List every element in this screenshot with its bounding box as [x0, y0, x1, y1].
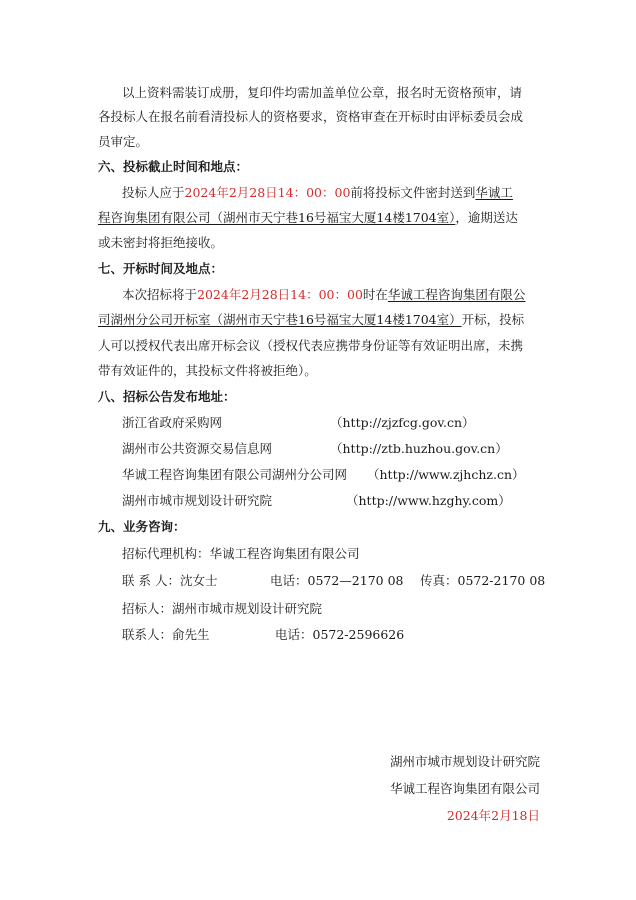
deadline-middle: 前将投标文件密封送到 [350, 185, 476, 200]
opening-middle: 时在 [362, 287, 388, 302]
section-6-heading: 六、投标截止时间和地点： [98, 159, 249, 174]
opening-place-start: 华诚工程咨询集团有限公 [387, 287, 526, 302]
materials-line-1: 以上资料需装订成册，复印件均需加盖单位公章，报名时无资格预审，请 [122, 85, 523, 100]
section-7-line-2 [98, 312, 524, 328]
materials-line-2: 各投标人在报名前看清投标人的资格要求，资格审查在开标时由评标委员会成 [98, 109, 524, 124]
site-name-2: 湖州市公共资源交易信息网 [122, 441, 273, 456]
opening-tail: 开标，投标 [461, 312, 525, 327]
deadline-late-note: ，逾期送达 [455, 210, 518, 225]
opening-prefix: 本次招标将于 [122, 287, 198, 302]
site-name-1: 浙江省政府采购网 [122, 415, 223, 430]
section-7-heading: 七、开标时间及地点： [98, 261, 224, 276]
agency-line: 招标代理机构：华诚工程咨询集团有限公司 [122, 546, 360, 561]
section-6-line-3: 或未密封将拒绝接收。 [98, 235, 224, 250]
site-name-4: 湖州市城市规划设计研究院 [122, 493, 273, 508]
section-9-heading: 九、业务咨询： [98, 519, 186, 534]
section-6-line-1 [122, 185, 513, 201]
site-url-2[interactable]: （http://ztb.huzhou.gov.cn） [330, 441, 508, 456]
site-url-1[interactable]: （http://zjzfcg.gov.cn） [330, 415, 475, 430]
tenderer-contact: 联系人：俞先生 [122, 627, 210, 642]
tenderer-phone: 电话：0572-2596626 [275, 627, 405, 642]
section-7-line-3: 人可以授权代表出席开标会议（授权代表应携带身份证等有效证明出席，未携 [98, 338, 524, 353]
tenderer-line: 招标人：湖州市城市规划设计研究院 [122, 601, 323, 616]
deadline-place-start: 华诚工 [475, 185, 513, 200]
site-url-3[interactable]: （http://www.zjhchz.cn） [367, 467, 525, 482]
agency-fax: 传真：0572-2170 08 [420, 573, 546, 588]
site-name-3: 华诚工程咨询集团有限公司湖州分公司网 [122, 467, 348, 482]
agency-contact: 联 系 人：沈女士 [122, 573, 218, 588]
section-7-line-4: 带有效证件的，其投标文件将被拒绝）。 [98, 363, 317, 378]
section-7-line-1 [122, 287, 525, 303]
signature-date: 2024年2月18日 [446, 808, 540, 823]
site-url-4[interactable]: （http://www.hzghy.com） [346, 493, 511, 508]
deadline-prefix: 投标人应于 [122, 185, 185, 200]
materials-line-3: 员审定。 [98, 134, 149, 149]
signature-org-2: 华诚工程咨询集团有限公司 [389, 781, 540, 796]
deadline-place: 程咨询集团有限公司（湖州市天宁巷16号福宝大厦14楼1704室） [98, 210, 456, 225]
section-6-line-2 [98, 210, 518, 226]
opening-place: 司湖州分公司开标室（湖州市天宁巷16号福宝大厦14楼1704室） [98, 312, 462, 327]
signature-org-1: 湖州市城市规划设计研究院 [389, 754, 540, 769]
deadline-date: 2024年2月28日14：00：00 [184, 185, 351, 200]
agency-phone: 电话：0572—2170 08 [270, 573, 404, 588]
section-8-heading: 八、招标公告发布地址： [98, 389, 236, 404]
opening-date: 2024年2月28日14：00：00 [197, 287, 363, 302]
